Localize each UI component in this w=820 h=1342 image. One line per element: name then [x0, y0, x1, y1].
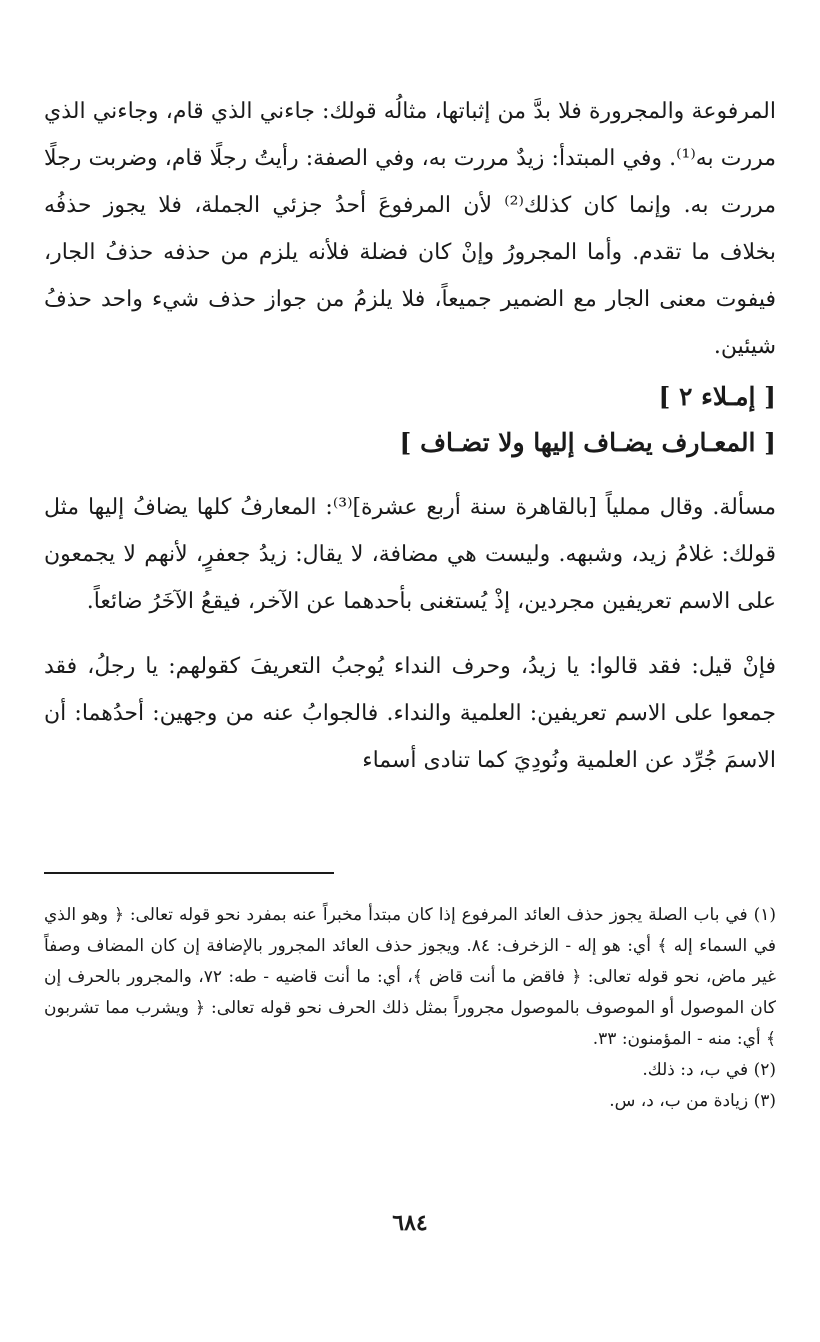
footnote-divider: [44, 872, 334, 874]
paragraph-2: مسألة. وقال مملياً [بالقاهرة سنة أربع عشرة]⁽³⁾: المعارفُ كلها يضافُ إليها مثل قولك: غلامُ زيد، وشبهه. وليست هي مضافة، لا يقال: زيدُ جعفرٍ، لأنهم لا يجمعون على الاسم تعريفين مجردين، إذْ يُستغنى بأحدهما عن الآخر، فيقعُ الآخَرُ ضائعاً.: [44, 495, 776, 614]
footnotes: [44, 900, 776, 1117]
footnote-2: (٢) في ب، د: ذلك.: [642, 1060, 776, 1080]
footnote-1: (١) في باب الصلة يجوز حذف العائد المرفوع إذا كان مبتدأ مخبراً عنه بمفرد نحو قوله تعالى: ﴿ وهو الذي في السماء إله ﴾ أي: هو إله - الزخرف: ٨٤. ويجوز حذف العائد المجرور بالإضافة إن كان المضاف وصفاً غير ماض، نحو قوله تعالى: ﴿ فاقض ما أنت قاض ﴾، أي: ما أنت قاضيه - طه: ٧٢، والمجرور بالحرف إن كان الموصول أو الموصوف بالموصول مجروراً بمثل ذلك الحرف نحو قوله تعالى: ﴿ ويشرب مما تشربون ﴾ أي: منه - المؤمنون: ٣٣.: [44, 905, 776, 1049]
paragraph-1: المرفوعة والمجرورة فلا بدَّ من إثباتها، مثالُه قولك: جاءني الذي قام، وجاءني الذي مررت به⁽¹⁾. وفي المبتدأ: زيدٌ مررت به، وفي الصفة: رأيتُ رجلًا قام، وضربت رجلًا مررت به. وإنما كان كذلك⁽²⁾ لأن المرفوعَ أحدُ جزئي الجملة، فلا يجوز حذفُه بخلاف ما تقدم. وأما المجرورُ وإنْ كان فضلة فلأنه يلزم من حذفه حذفُ الجار، فيفوت معنى الجار مع الضمير جميعاً، فلا يلزمُ من جواز حذف شيء واحد حذفُ شيئين.: [44, 99, 776, 359]
section-heading: [ المعـارف يضـاف إليها ولا تضـاف ]: [399, 428, 776, 457]
paragraph-3: فإنْ قيل: فقد قالوا: يا زيدُ، وحرف النداء يُوجبُ التعريفَ كقولهم: يا رجلُ، فقد جمعوا على الاسم تعريفين: العلمية والنداء. فالجوابُ عنه من وجهين: أحدُهما: أن الاسمَ جُرِّد عن العلمية ونُودِيَ كما تنادى أسماء: [44, 654, 776, 773]
dictation-heading: [ إمـلاء ٢ ]: [658, 382, 776, 411]
footnote-3: (٣) زيادة من ب، د، س.: [609, 1091, 776, 1111]
page-number: ٦٨٤: [392, 1210, 428, 1236]
main-text: [44, 88, 776, 784]
